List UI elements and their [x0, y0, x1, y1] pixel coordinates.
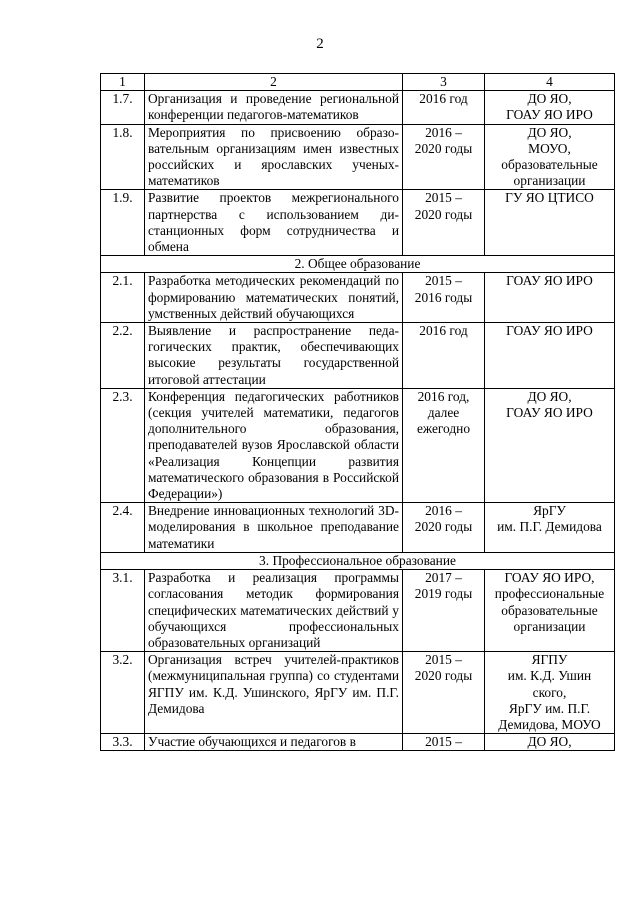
executor-line: ГУ ЯО ЦТИСО [505, 190, 594, 206]
activity-description: Мероприятия по присвоению образовательным организациям имен известных российских и ярославских ученых-математиков [145, 124, 403, 190]
activity-description: Внедрение инновационных технологий 3D-моделирования в школьное преподавание математики [145, 503, 403, 553]
executor-line: ДО ЯО, [527, 91, 572, 107]
item-number: 2.4. [101, 503, 145, 553]
period-line: 2015 – [425, 273, 462, 289]
executor-line: ЯрГУ [533, 503, 566, 519]
item-number: 2.1. [101, 273, 145, 323]
executor-cell [485, 652, 615, 734]
page-number: 2 [316, 36, 324, 52]
period-line: 2016 – [425, 124, 462, 140]
activity-table-body [101, 74, 615, 751]
item-number: 1.8. [101, 124, 145, 190]
period-line: 2019 годы [414, 586, 473, 602]
period-line: 2016 годы [414, 289, 473, 305]
period-cell [403, 652, 485, 734]
period-line: 2015 – [425, 652, 462, 668]
activity-description: Организация встреч учителей-практиков (межмуниципальная группа) со студентами ЯГПУ им. К.Д. Ушинского, ЯрГУ им. П.Г. Демидова [145, 652, 403, 734]
executor-line: ГОАУ ЯО ИРО [506, 107, 593, 123]
executor-line: ГОАУ ЯО ИРО, [504, 570, 595, 586]
executor-cell [485, 190, 615, 256]
table-row [101, 388, 615, 502]
period-line: 2016 – [425, 503, 462, 519]
activity-table [100, 73, 615, 751]
item-number: 2.3. [101, 388, 145, 502]
executor-cell [485, 388, 615, 502]
table-row [101, 91, 615, 124]
period-line: далее [427, 405, 460, 421]
item-number: 3.1. [101, 570, 145, 652]
activity-description: Организация и проведение региональной конференции педагогов-математиков [145, 91, 403, 124]
table-row [101, 273, 615, 323]
table-row [101, 652, 615, 734]
executor-line: ЯрГУ им. П.Г. [508, 700, 591, 716]
header-col-1: 1 [101, 74, 145, 91]
executor-line: Демидова, МОУО [498, 716, 601, 732]
header-col-3: 3 [403, 74, 485, 91]
table-row [101, 124, 615, 190]
executor-line: им. П.Г. Демидова [497, 519, 602, 535]
period-line: ежегодно [416, 421, 471, 437]
item-number: 3.2. [101, 652, 145, 734]
period-line: 2016 год [419, 323, 468, 339]
period-cell [403, 570, 485, 652]
executor-line: ЯГПУ [531, 652, 568, 668]
table-row [101, 323, 615, 389]
period-line: 2017 – [425, 570, 462, 586]
activity-description: Развитие проектов межрегионального партнерства с использованием дистанционных форм сотрудничества и обмена [145, 190, 403, 256]
executor-cell [485, 570, 615, 652]
period-cell [403, 91, 485, 124]
period-line: 2020 годы [414, 519, 473, 535]
period-cell [403, 124, 485, 190]
item-number: 2.2. [101, 323, 145, 389]
table-header-row [101, 74, 615, 91]
executor-line: организации [513, 618, 586, 634]
header-col-2: 2 [145, 74, 403, 91]
period-line: 2015 – [425, 190, 462, 206]
executor-cell [485, 91, 615, 124]
table-row [101, 503, 615, 553]
executor-line: образовательные [501, 157, 598, 173]
section-row [101, 552, 615, 569]
activity-description: Конференция педагогических работников (секция учителей математики, педагогов дополнительного образования, преподавателей вузов Ярославской области «Реализация Концепции развития математического образования в Российской Федерации») [145, 388, 403, 502]
executor-line: ГОАУ ЯО ИРО [506, 273, 593, 289]
executor-line: ГОАУ ЯО ИРО [506, 323, 593, 339]
period-line: 2016 год [419, 91, 468, 107]
section-row [101, 256, 615, 273]
period-line: 2020 годы [414, 668, 473, 684]
period-cell [403, 734, 485, 751]
period-cell [403, 503, 485, 553]
period-line: 2016 год, [417, 388, 470, 404]
executor-cell [485, 323, 615, 389]
activity-description: Участие обучающихся и педагогов в [145, 734, 403, 751]
executor-line: ГОАУ ЯО ИРО [506, 405, 593, 421]
executor-line: образовательные [501, 602, 598, 618]
executor-cell [485, 273, 615, 323]
period-line: 2015 – [425, 734, 462, 750]
period-line: 2020 годы [414, 140, 473, 156]
executor-line: ДО ЯО, [527, 734, 572, 750]
table-row [101, 570, 615, 652]
item-number: 1.7. [101, 91, 145, 124]
executor-line: организации [513, 173, 586, 189]
executor-cell [485, 124, 615, 190]
header-col-4: 4 [485, 74, 615, 91]
period-cell [403, 323, 485, 389]
table-row [101, 190, 615, 256]
executor-line: им. К.Д. Ушин [507, 668, 592, 684]
executor-cell [485, 734, 615, 751]
activity-description: Выявление и распространение педагогических практик, обеспечивающих высокие результаты государственной итоговой аттестации [145, 323, 403, 389]
activity-description: Разработка методических рекомендаций по формированию математических понятий, умственных действий обучающихся [145, 273, 403, 323]
period-line: 2020 годы [414, 206, 473, 222]
period-cell [403, 273, 485, 323]
executor-line: ДО ЯО, [527, 388, 572, 404]
executor-line: МОУО, [528, 140, 571, 156]
activity-description: Разработка и реализация программы согласования методик формирования специфических математических действий у обучающихся профессиональных образовательных организаций [145, 570, 403, 652]
section-title: 3. Профессиональное образование [101, 552, 615, 569]
period-cell [403, 388, 485, 502]
executor-line: профессиональные [494, 586, 605, 602]
executor-line: ДО ЯО, [527, 124, 572, 140]
table-row [101, 734, 615, 751]
executor-cell [485, 503, 615, 553]
item-number: 3.3. [101, 734, 145, 751]
item-number: 1.9. [101, 190, 145, 256]
executor-line: ского, [532, 684, 567, 700]
section-title: 2. Общее образование [101, 256, 615, 273]
period-cell [403, 190, 485, 256]
